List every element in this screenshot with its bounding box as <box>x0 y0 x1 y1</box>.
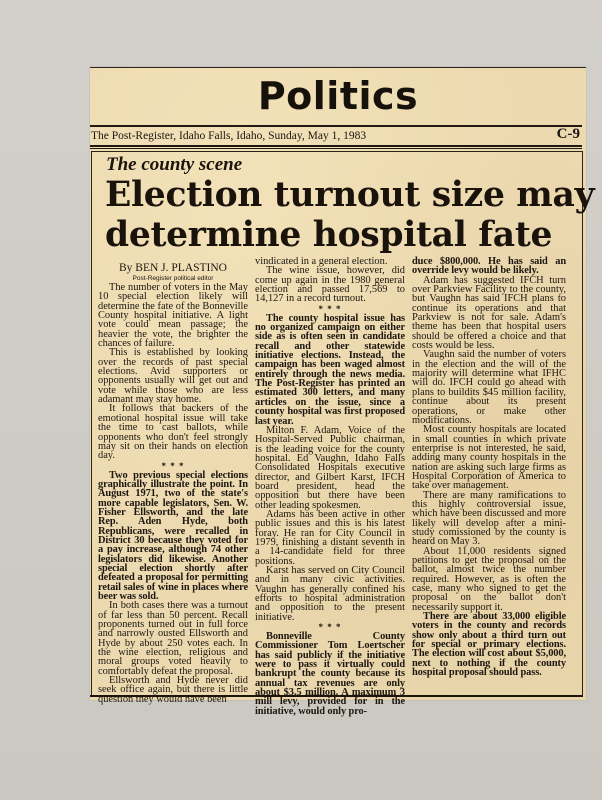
paragraph: The wine issue, however, did come up again in the 1980 general election and passed 17,569 to 14,127 in a record turnout. <box>255 265 405 305</box>
byline-title: Post-Register political editor <box>132 275 214 282</box>
article-column-2 <box>255 257 405 716</box>
paragraph: There are many ramifications to this highly controversial issue, which have been discussed and more likely will develop after a mini-study comissioned by the county is heard on May 3. <box>412 489 566 548</box>
paragraph: Ellsworth and Hyde never did seek office again, but there is little question they would have been <box>98 675 248 705</box>
paragraph: Adams has been active in other public issues and this is his latest foray. He ran for City Council in 1979, finishing a distant seventh in a 14-candidate field for three positions. <box>255 508 405 567</box>
page-number: C-9 <box>556 126 580 142</box>
section-separator: * * * <box>161 460 185 471</box>
article-kicker: The county scene <box>106 154 243 175</box>
dateline-rule-thin <box>90 148 582 149</box>
top-rule <box>90 67 586 68</box>
article-box <box>91 151 595 717</box>
paragraph: The number of voters in the May 10 special election likely will determine the fate of the Bonneville County hospital initiative. A light vote could mean passage; the heavier the vote, the brighter the chances of failure. <box>98 282 248 350</box>
article-headline <box>105 175 595 255</box>
section-separator: * * * <box>318 622 342 633</box>
paragraph-bold: Bonneville County Commissioner Tom Loertscher has said publicly if the initiative were to pass it virtually could bankrupt the county because its annual tax revenues are only about $3.5 million. A maximum 3 mill levy, provided for in the initiative, would only pro- <box>255 631 405 717</box>
paragraph: vindicated in a general election. <box>255 256 388 267</box>
paragraph: Karst has served on City Council and in many civic activities. Vaughn has generally confined his efforts to hospital administration and opposition to the present initiative. <box>255 565 405 623</box>
section-title: Politics <box>257 74 419 118</box>
section-separator: * * * <box>318 303 342 314</box>
paragraph-bold: Two previous special elections graphically illustrate the point. In August 1971, two of the state's more capable legislators, Sen. W. Fisher Ellsworth, and the late Rep. Aden Hyde, both Republicans, were recalled in District 30 because they voted for a pay increase, although 74 other legislators did likewise. Another special election shortly after defeated a proposal for permitting retail sales of wine in places where beer was sold. <box>98 469 248 602</box>
bottom-rule <box>90 695 583 697</box>
paragraph: It follows that backers of the emotional hospital issue will take the time to cast ballots, while opponents who don't feel strongly may sit on their hands on election day. <box>98 403 248 462</box>
paragraph-bold: There are about 33,000 eligible voters in the county and records show only about a third turn out for special or primary elections. The election will cost about $5,000, next to nothing if the county hospital proposal should pass. <box>412 611 566 679</box>
paragraph: In both cases there was a turnout of far less than 50 percent. Recall proponents turned out in full force and narrowly ousted Ellsworth and Hyde by about 250 votes each. In the wine election, religious and moral groups voted heavily to comfortably defeat the proposal. <box>98 600 248 677</box>
paragraph-bold: duce $800,000. He has said an override levy would be likely. <box>412 256 566 277</box>
paragraph: Most county hospitals are located in small counties in which private enterprise is not interested, he said, adding many county hospitals in the nation are asking such large firms as Hospital Corporation of America to take over management. <box>412 424 566 492</box>
paragraph-bold: The county hospital issue has no organized campaign on either side as is often seen in candidate recall and other statewide initiative elections. Instead, the campaign has been waged almost entirely through the news media. The Post-Register has printed an estimated 300 letters, and many articles on the issue, since a county hospital was first proposed last year. <box>255 312 405 427</box>
paragraph: Milton F. Adam, Voice of the Hospital-Served Public chairman, is the leading voice for the county hospital. Ed Vaughn, Idaho Falls Consolidated Hospitals executive director, and Gilbert Karst, IFCH board president, head the opposition but there have been other leading spokesmen. <box>255 424 405 511</box>
byline: By BEN J. PLASTINO <box>119 262 227 274</box>
dateline: The Post-Register, Idaho Falls, Idaho, Sunday, May 1, 1983 <box>91 130 367 142</box>
headline-line-2: determine hospital fate <box>105 215 553 255</box>
article-column-1 <box>98 262 248 704</box>
paragraph: Vaughn said the number of voters in the election and the will of the majority will determine what IFHC will do. IFCH could go ahead with plans to buildits $45 million facility, continue about its present operations, or make other modifications. <box>412 349 566 426</box>
paragraph: About 11,000 residents signed petitions to get the proposal on the ballot, almost twice the number required. However, as is often the case, many who signed to get the proposal on the ballot don't necessarily support it. <box>412 545 566 613</box>
paragraph: This is established by looking over the records of past special elections. Avid supporters or opponents usually will get out and vote while those who are less adamant may stay home. <box>98 347 248 406</box>
dateline-rule <box>90 145 582 147</box>
headline-line-1: Election turnout size may <box>105 175 595 215</box>
newspaper-clipping <box>90 67 595 717</box>
article-column-3 <box>412 257 566 677</box>
paragraph: Adam has suggested IFCH turn over Parkview Facility to the county, but Vaughn has said IFCH plans to continue its operations and that Parkview is not for sale. Adam's theme has been that hospital users should be offered a choice and that costs would be less. <box>412 274 566 352</box>
dateline-bar <box>90 126 580 144</box>
